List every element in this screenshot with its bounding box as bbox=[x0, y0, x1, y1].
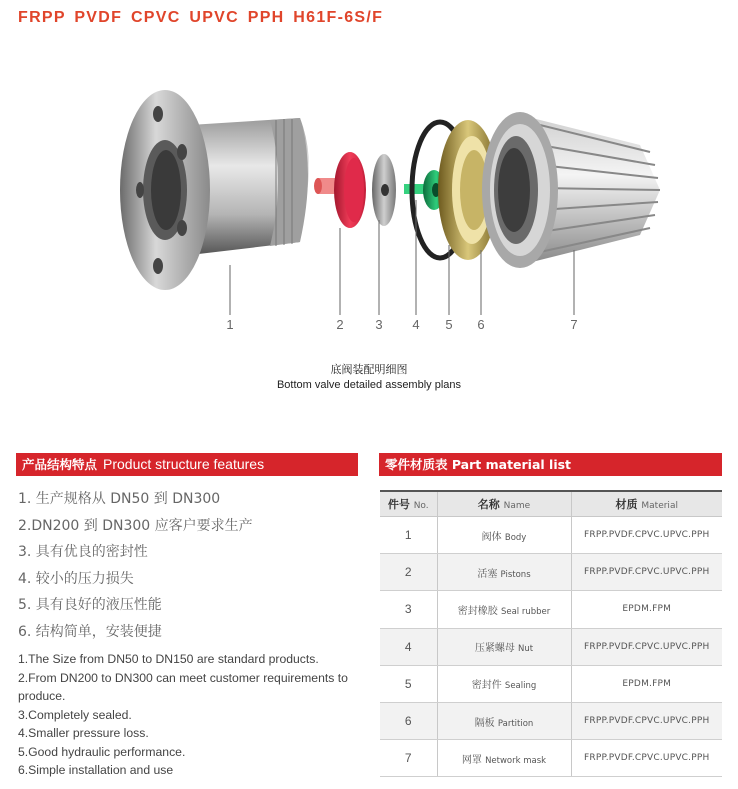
part-number-6: 6 bbox=[477, 317, 485, 332]
row-no: 7 bbox=[380, 740, 437, 777]
row-name: 网罩 Network mask bbox=[437, 740, 571, 777]
assembly-diagram bbox=[0, 70, 738, 350]
row-material: EPDM.FPM bbox=[571, 665, 722, 702]
row-no: 3 bbox=[380, 591, 437, 628]
materials-heading: 零件材质表 Part material list bbox=[385, 457, 572, 472]
row-no: 5 bbox=[380, 665, 437, 702]
part-number-1: 1 bbox=[226, 317, 234, 332]
materials-heading-bar bbox=[379, 453, 722, 476]
valve-body-part bbox=[120, 90, 309, 290]
features-heading-en: Product structure features bbox=[103, 456, 265, 472]
features-list-cn bbox=[18, 486, 253, 645]
feature-cn-item: 6. 结构简单，安装便捷 bbox=[18, 623, 162, 640]
table-row bbox=[380, 554, 722, 591]
row-material: EPDM.FPM bbox=[571, 591, 722, 628]
feature-en-item: 3.Completely sealed. bbox=[18, 707, 132, 722]
table-row bbox=[380, 702, 722, 739]
row-no: 6 bbox=[380, 702, 437, 739]
features-list-en bbox=[18, 650, 363, 780]
feature-cn-item: 2.DN200 到 DN300 应客户要求生产 bbox=[18, 517, 253, 534]
feature-en-item: 6.Simple installation and use bbox=[18, 763, 174, 777]
part-material-table bbox=[380, 490, 722, 777]
row-material: FRPP.PVDF.CPVC.UPVC.PPH bbox=[571, 702, 722, 739]
part-number-3: 3 bbox=[375, 317, 383, 332]
diagram-caption-en: Bottom valve detailed assembly plans bbox=[276, 379, 462, 391]
row-name: 压紧螺母 Nut bbox=[437, 628, 571, 665]
feature-cn-item: 5. 具有良好的液压性能 bbox=[18, 597, 162, 613]
feature-en-item: 4.Smaller pressure loss. bbox=[18, 726, 149, 740]
diagram-caption-cn: 底阀装配明细图 bbox=[330, 363, 408, 376]
table-header-row bbox=[380, 491, 722, 517]
table-row bbox=[380, 517, 722, 554]
row-name: 活塞 Pistons bbox=[437, 554, 571, 591]
feature-en-item: 5.Good hydraulic performance. bbox=[18, 744, 186, 759]
row-material: FRPP.PVDF.CPVC.UPVC.PPH bbox=[571, 740, 722, 777]
page-title: FRPP PVDF CPVC UPVC PPH H61F-6S/F bbox=[18, 9, 384, 26]
feature-cn-item: 3. 具有优良的密封性 bbox=[18, 544, 148, 560]
feature-en-item: 1.The Size from DN50 to DN150 are standard products. bbox=[18, 652, 319, 666]
feature-cn-item: 4. 较小的压力损失 bbox=[18, 570, 134, 587]
part-number-4: 4 bbox=[412, 317, 420, 332]
header-material: 材质 Material bbox=[571, 491, 722, 517]
row-name: 密封件 Sealing bbox=[437, 665, 571, 702]
row-name: 阀体 Body bbox=[437, 517, 571, 554]
part-number-5: 5 bbox=[445, 317, 453, 332]
table-row bbox=[380, 628, 722, 665]
row-no: 4 bbox=[380, 628, 437, 665]
row-no: 2 bbox=[380, 554, 437, 591]
row-material: FRPP.PVDF.CPVC.UPVC.PPH bbox=[571, 628, 722, 665]
table-row bbox=[380, 665, 722, 702]
features-heading-cn: 产品结构特点 bbox=[22, 457, 98, 472]
table-row bbox=[380, 740, 722, 777]
piston-part bbox=[314, 152, 366, 228]
row-material: FRPP.PVDF.CPVC.UPVC.PPH bbox=[571, 554, 722, 591]
row-name: 隔板 Partition bbox=[437, 702, 571, 739]
seal-rubber-part bbox=[372, 154, 396, 226]
network-mask-part bbox=[482, 112, 660, 268]
table-row bbox=[380, 591, 722, 628]
feature-en-item: 2.From DN200 to DN300 can meet customer requirements to produce. bbox=[18, 670, 348, 703]
header-name: 名称 Name bbox=[437, 491, 571, 517]
features-heading-bar bbox=[16, 453, 358, 476]
feature-cn-item: 1. 生产规格从 DN50 到 DN300 bbox=[18, 491, 221, 507]
row-no: 1 bbox=[380, 517, 437, 554]
row-name: 密封橡胶 Seal rubber bbox=[437, 591, 571, 628]
row-material: FRPP.PVDF.CPVC.UPVC.PPH bbox=[571, 517, 722, 554]
part-number-7: 7 bbox=[570, 317, 578, 332]
part-number-2: 2 bbox=[336, 317, 344, 332]
header-no: 件号 No. bbox=[380, 491, 437, 517]
